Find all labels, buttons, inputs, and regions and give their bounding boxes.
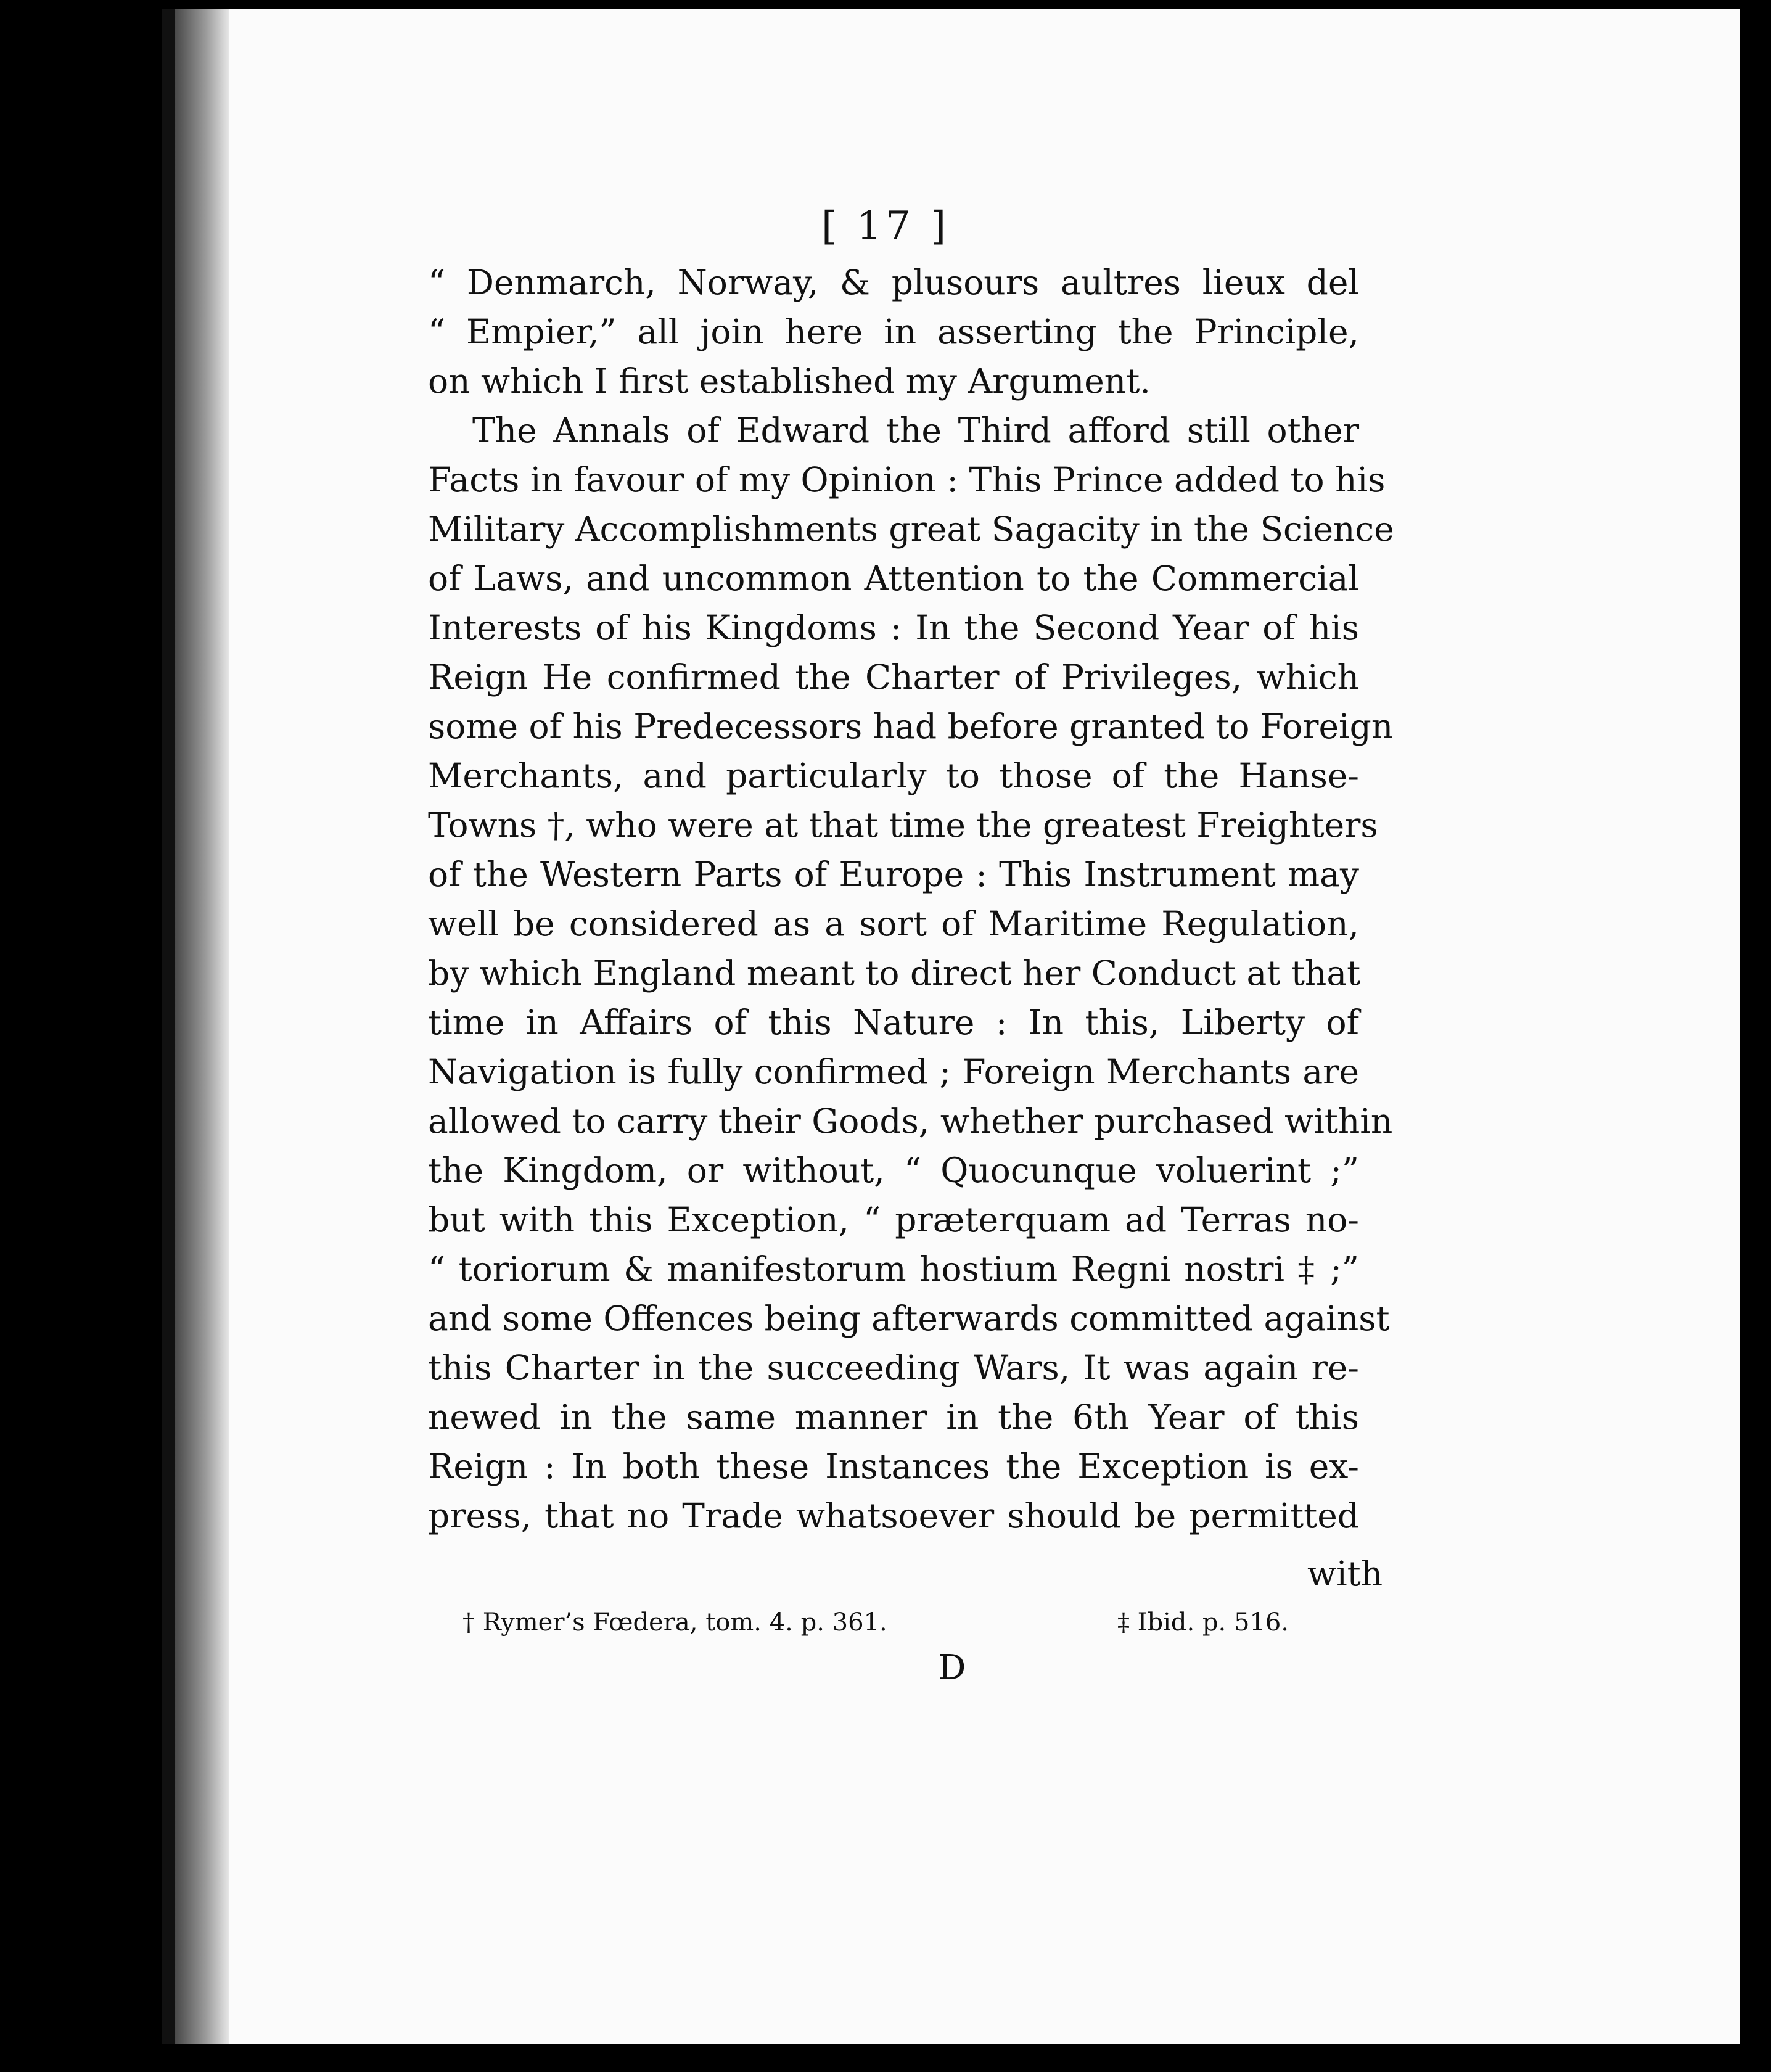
text-line: this Charter in the succeeding Wars, It was again re-: [428, 1348, 1359, 1388]
text-line: of the Western Parts of Europe : This Instrument may: [428, 855, 1359, 894]
binding-edge: [162, 9, 175, 2044]
text-line: some of his Predecessors had before granted to Foreign: [428, 707, 1394, 746]
text-line: by which England meant to direct her Conduct at that: [428, 953, 1361, 993]
text-line: but with this Exception, “ præterquam ad Terras no-: [428, 1200, 1359, 1240]
text-line: the Kingdom, or without, “ Quocunque voluerint ;”: [428, 1151, 1359, 1190]
text-line: Interests of his Kingdoms : In the Second Year of his: [428, 608, 1359, 648]
text-line: Reign : In both these Instances the Exception is ex-: [428, 1447, 1359, 1486]
text-line: allowed to carry their Goods, whether purchased within: [428, 1101, 1393, 1141]
text-line: newed in the same manner in the 6th Year of this: [428, 1397, 1359, 1437]
footnote-double-dagger: ‡ Ibid. p. 516.: [1117, 1608, 1289, 1637]
catchword: with: [1307, 1554, 1383, 1593]
text-line: “ Denmarch, Norway, & plusours aultres lieux del: [428, 263, 1359, 302]
text-line: on which I first established my Argument.: [428, 361, 1151, 401]
text-line: The Annals of Edward the Third afford still other: [472, 411, 1359, 450]
text-line: Merchants, and particularly to those of the Hanse-: [428, 756, 1359, 796]
footnotes: [462, 1608, 1289, 1637]
text-line: of Laws, and uncommon Attention to the Commercial: [428, 559, 1359, 598]
text-line: “ Empier,” all join here in asserting the Principle,: [428, 312, 1359, 352]
body-text: [428, 258, 1394, 1540]
text-line: Reign He confirmed the Charter of Privileges, which: [428, 657, 1359, 697]
page-number: [ 17 ]: [821, 204, 950, 249]
text-line: and some Offences being afterwards committed against: [428, 1299, 1390, 1338]
text-line: “ toriorum & manifestorum hostium Regni nostri ‡ ;”: [428, 1249, 1359, 1289]
footnote-dagger: † Rymer’s Fœdera, tom. 4. p. 361.: [462, 1608, 887, 1637]
text-line: Military Accomplishments great Sagacity in the Science: [428, 509, 1394, 549]
text-line: time in Affairs of this Nature : In this, Liberty of: [428, 1003, 1359, 1042]
text-line: well be considered as a sort of Maritime Regulation,: [428, 904, 1359, 944]
text-line: Facts in favour of my Opinion : This Prince added to his: [428, 460, 1386, 500]
signature-mark: D: [938, 1648, 966, 1688]
text-line: Towns †, who were at that time the greatest Freighters: [428, 805, 1378, 845]
text-line: Navigation is fully confirmed ; Foreign Merchants are: [428, 1052, 1359, 1092]
text-line: press, that no Trade whatsoever should be permitted: [428, 1496, 1359, 1536]
